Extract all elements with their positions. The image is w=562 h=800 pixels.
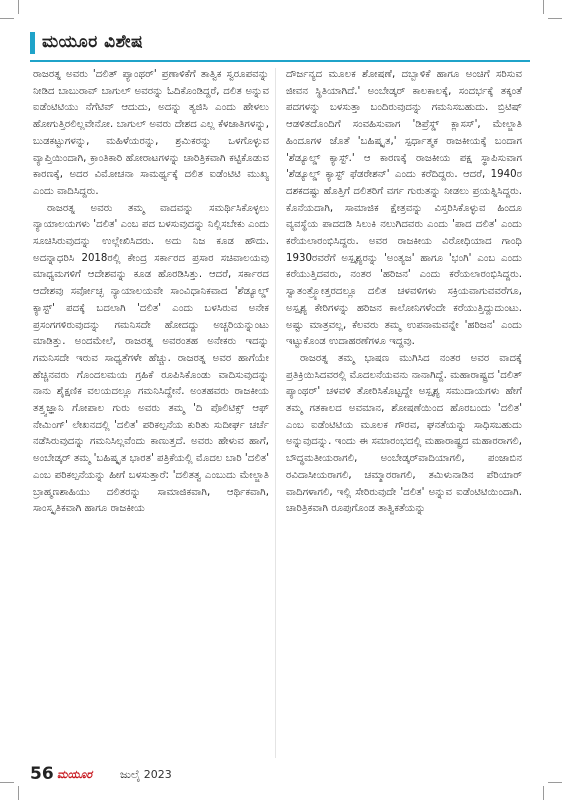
crop-mark xyxy=(548,18,562,19)
column-divider xyxy=(275,68,276,758)
crop-mark xyxy=(548,782,562,783)
crop-mark xyxy=(543,0,544,14)
section-accent-bar xyxy=(30,32,35,54)
crop-mark xyxy=(18,0,19,14)
crop-mark xyxy=(0,18,14,19)
left-column xyxy=(33,67,269,762)
paragraph: ರಾಜರತ್ನ ಅವರು 'ದಲಿತ್ ಪ್ಯಾಂಥರ್' ಪ್ರಣಾಳಿಕೆಗೆ ತಾತ್ವಿಕ ಸ್ವರೂಪವನ್ನು ನೀಡಿದ ಬಾಬುರಾವ್ ಬಾಗುಲ್ ಅವರನ್ನು ಓದಿಕೊಂಡಿದ್ದರೆ, ದಲಿತ ಅನ್ನುವ ಐಡೆಂಟಿಟಿಯು ನೆಗೆಟಿವ್ ಆದುದು, ಅದನ್ನು ತ್ಯಜಿಸಿ ಎಂದು ಹೇಳಲು ಹೋಗುತ್ತಿರಲಿಲ್ಲವೇನೋ. ಬಾಗುಲ್ ಅವರು ದೇಶದ ಎಲ್ಲ ಕೆಳಜಾತಿಗಳನ್ನು, ಬುಡಕಟ್ಟುಗಳನ್ನು, ಮಹಿಳೆಯರನ್ನು, ಶ್ರಮಿಕರನ್ನು ಒಳಗೊಳ್ಳುವ ವ್ಯಾಪ್ತಿಯಿಂದಾಗಿ, ಕ್ರಾಂತಿಕಾರಿ ಹೋರಾಟಗಳನ್ನು ಚಾರಿತ್ರಿಕವಾಗಿ ಕಟ್ಟಿಕೊಡುವ ಕಾರಣಕ್ಕೆ, ಅದರ ವಿಮೋಚನಾ ಸಾಮರ್ಥ್ಯಕ್ಕೆ ದಲಿತ ಐಡೆಂಟಿಟಿ ಮುಖ್ಯ ಎಂದು ವಾದಿಸಿದ್ದರು. xyxy=(33,69,269,197)
right-column xyxy=(286,67,522,762)
paragraph: ರಾಜರತ್ನ ಅವರು ತಮ್ಮ ವಾದವನ್ನು ಸಮರ್ಥಿಸಿಕೊಳ್ಳಲು ನ್ಯಾಯಾಲಯಗಳು 'ದಲಿತ' ಎಂಬ ಪದ ಬಳಸುವುದನ್ನು ನಿಲ್ಲಿಸಬೇಕು ಎಂದು ಸೂಚಿಸಿರುವುದನ್ನು ಉಲ್ಲೇಖಿಸಿದರು. ಅದು ನಿಜ ಕೂಡ ಹೌದು. ಅದನ್ನಾಧರಿಸಿ 2018ರಲ್ಲಿ ಕೇಂದ್ರ ಸರ್ಕಾರದ ಪ್ರಸಾರ ಸಚಿವಾಲಯವು ಮಾಧ್ಯಮಗಳಿಗೆ ಆದೇಶವನ್ನು ಕೂಡ ಹೊರಡಿಸಿತ್ತು. ಆದರೆ, ಸರ್ಕಾರದ ಆದೇಶವು ಸರ್ವೋಚ್ಛ ನ್ಯಾಯಾಲಯವೇ ಸಾಂವಿಧಾನಿಕವಾದ 'ಶೆಡ್ಯೂಲ್ಡ್ ಕ್ಯಾಸ್ಟ್' ಪದಕ್ಕೆ ಬದಲಾಗಿ 'ದಲಿತ' ಎಂದು ಬಳಸಿರುವ ಅನೇಕ ಪ್ರಸಂಗಗಳಿರುವುದನ್ನು ಗಮನಿಸದೇ ಹೋದದ್ದು ಅಚ್ಚರಿಯನ್ನುಂಟು ಮಾಡಿತ್ತು. ಅಂದಮೇಲೆ, ರಾಜರತ್ನ ಅವರಂತಹ ಅನೇಕರು ಇದನ್ನು ಗಮನಿಸದೇ ಇರುವ ಸಾಧ್ಯತೆಗಳೇ ಹೆಚ್ಚು. ರಾಜರತ್ನ ಅವರ ಹಾಗೆಯೇ ಹೆಚ್ಚಿನವರು ಗೊಂದಲಮಯ ಗ್ರಹಿಕೆ ರೂಪಿಸಿಕೊಂಡು ವಾದಿಸುವುದನ್ನು ನಾನು ಶೈಕ್ಷಣಿಕ ವಲಯದಲ್ಲೂ ಗಮನಿಸಿದ್ದೇನೆ. ಅಂತಹವರು ರಾಜಕೀಯ ತತ್ತ್ವಜ್ಞಾನಿ ಗೋಪಾಲ ಗುರು ಅವರು ತಮ್ಮ 'ದಿ ಪೊಲಿಟಿಕ್ಸ್ ಆಫ್ ನೇಮಿಂಗ್' ಲೇಖನದಲ್ಲಿ 'ದಲಿತ' ಪರಿಕಲ್ಪನೆಯ ಕುರಿತು ಸುದೀರ್ಘ ಚರ್ಚೆ ನಡೆಸಿರುವುದನ್ನು ಗಮನಿಸಿಲ್ಲವೆಂದು ಕಾಣುತ್ತದೆ. ಅವರು ಹೇಳುವ ಹಾಗೆ, ಅಂಬೇಡ್ಕರ್ ತಮ್ಮ 'ಬಹಿಷ್ಕೃತ ಭಾರತ' ಪತ್ರಿಕೆಯಲ್ಲಿ ಮೊದಲ ಬಾರಿ 'ದಲಿತ' ಎಂಬ ಪರಿಕಲ್ಪನೆಯನ್ನು ಹೀಗೆ ಬಳಸುತ್ತಾರೆ: 'ದಲಿತತ್ವ ಎಂಬುದು ಮೇಲ್ಜಾತಿ ಬ್ರಾಹ್ಮಣಶಾಹಿಯು ದಲಿತರನ್ನು ಸಾಮಾಜಿಕವಾಗಿ, ಆರ್ಥಿಕವಾಗಿ, ಸಾಂಸ್ಕೃತಿಕವಾಗಿ ಹಾಗೂ ರಾಜಕೀಯ xyxy=(33,202,269,515)
issue-date: ಜುಲೈ 2023 xyxy=(120,768,172,781)
crop-mark xyxy=(543,786,544,800)
paragraph: ರಾಜರತ್ನ ತಮ್ಮ ಭಾಷಣ ಮುಗಿಸಿದ ನಂತರ ಅವರ ವಾದಕ್ಕೆ ಪ್ರತಿಕ್ರಿಯಿಸಿದವರಲ್ಲಿ ಮೊದಲನೆಯವನು ನಾನಾಗಿದ್ದೆ. ಮಹಾರಾಷ್ಟ್ರದ 'ದಲಿತ್ ಪ್ಯಾಂಥರ್' ಚಳವಳಿ ತೋರಿಸಿಕೊಟ್ಟದ್ದೇ ಅಸ್ಪೃಶ್ಯ ಸಮುದಾಯಗಳು ಹೇಗೆ ತಮ್ಮ ಗತಕಾಲದ ಅವಮಾನ, ಶೋಷಣೆಯಿಂದ ಹೊರಬಂದು 'ದಲಿತ' ಎಂಬ ಐಡೆಂಟಿಟಿಯ ಮೂಲಕ ಗೌರವ, ಘನತೆಯನ್ನು ಸಾಧಿಸಬಹುದು ಅನ್ನುವುದನ್ನು. ಇಂದು ಈ ಸಮಾರಂಭದಲ್ಲಿ ಮಹಾರಾಷ್ಟ್ರದ ಮಹಾರರಾಗಲಿ, ಬೌದ್ಧಮತೀಯರಾಗಲಿ, ಅಂಬೇಡ್ಕರ್‌ವಾದಿಯಾಗಲಿ, ಪಂಜಾಬಿನ ರವಿದಾಸೀಯರಾಗಲಿ, ಚಮ್ಮಾರರಾಗಲಿ, ತಮಿಳುನಾಡಿನ ಪೆರಿಯಾರ್ ವಾದಿಗಳಾಗಲಿ, ಇಲ್ಲಿ ಸೇರಿರುವುದೇ 'ದಲಿತ' ಅನ್ನುವ ಐಡೆಂಟಿಟಿಯಿಂದಾಗಿ. ಚಾರಿತ್ರಿಕವಾಗಿ ರೂಪುಗೊಂಡ ತಾತ್ವಿಕತೆಯನ್ನು xyxy=(286,352,522,515)
crop-mark xyxy=(0,782,14,783)
page-number: 56 xyxy=(30,764,54,784)
section-rule xyxy=(30,60,530,62)
section-title: ಮಯೂರ ವಿಶೇಷ xyxy=(42,32,144,52)
crop-mark xyxy=(18,786,19,800)
section-header xyxy=(30,30,530,70)
paragraph: ದೌರ್ಜನ್ಯದ ಮೂಲಕ ಶೋಷಣೆ, ದಬ್ಬಾಳಿಕೆ ಹಾಗೂ ಅಂಚಿಗೆ ಸರಿಸುವ ಜೀವನ ಸ್ಥಿತಿಯಾಗಿದೆ.' ಅಂಬೇಡ್ಕರ್ ಕಾಲಕಾಲಕ್ಕೆ, ಸಂದರ್ಭಕ್ಕೆ ತಕ್ಕಂತೆ ಪದಗಳನ್ನು ಬಳಸುತ್ತಾ ಬಂದಿರುವುದನ್ನು ಗಮನಿಸಬಹುದು. ಬ್ರಿಟಿಷ್ ಆಡಳಿತದೊಂದಿಗೆ ಸಂವಹಿಸುವಾಗ 'ಡಿಪ್ರೆಸ್ಡ್ ಕ್ಲಾಸಸ್', ಮೇಲ್ಜಾತಿ ಹಿಂದೂಗಳ ಜೊತೆ 'ಬಹಿಷ್ಕೃತ,' ಸ್ಪರ್ಧಾತ್ಮಕ ರಾಜಕೀಯಕ್ಕೆ ಬಂದಾಗ 'ಶೆಡ್ಯೂಲ್ಡ್ ಕ್ಯಾಸ್ಟ್.' ಆ ಕಾರಣಕ್ಕೆ ರಾಜಕೀಯ ಪಕ್ಷ ಸ್ಥಾಪಿಸುವಾಗ 'ಶೆಡ್ಯೂಲ್ಡ್ ಕ್ಯಾಸ್ಟ್ ಫೆಡರೇಶನ್' ಎಂದು ಕರೆದಿದ್ದರು. ಆದರೆ, 1940ರ ದಶಕದಷ್ಟು ಹೊತ್ತಿಗೆ ದಲಿತರಿಗೆ ವರ್ಗ ಗುರುತನ್ನು ನೀಡಲು ಪ್ರಯತ್ನಿಸಿದ್ದರು. ಕೊನೆಯದಾಗಿ, ಸಾಮಾಜಿಕ ಕ್ಷೇತ್ರವನ್ನು ವಿಸ್ತರಿಸಿಕೊಳ್ಳುವ ಹಿಂದೂ ವ್ಯವಸ್ಥೆಯ ಪಾದದಡಿ ಸಿಲುಕಿ ನಲುಗಿದವರು ಎಂದು 'ಪಾದ ದಲಿತ' ಎಂದು ಕರೆಯಲಾರಂಭಿಸಿದ್ದರು. ಅವರ ರಾಜಕೀಯ ವಿರೋಧಿಯಾದ ಗಾಂಧಿ 1930ರವರೆಗೆ ಅಸ್ಪೃಶ್ಯರನ್ನು 'ಅಂತ್ಯಜ' ಹಾಗೂ 'ಭಂಗಿ' ಎಂಬ ಎಂದು ಕರೆಯುತ್ತಿದವರು, ನಂತರ 'ಹರಿಜನ' ಎಂದು ಕರೆಯಲಾರಂಭಿಸಿದ್ದರು. ಸ್ವಾತಂತ್ರ್ಯೋತ್ತರದಲ್ಲೂ ದಲಿತ ಚಳವಳಿಗಳು ಸಕ್ರಿಯವಾಗುವವರೆಗೂ, ಅಸ್ಪೃಶ್ಯ ಕೇರಿಗಳನ್ನು ಹರಿಜನ ಕಾಲೋನಿಗಳೆಂದೇ ಕರೆಯುತ್ತಿದ್ದುದುಂಟು. ಅಷ್ಟು ಮಾತ್ರವಲ್ಲ, ಕೆಲವರು ತಮ್ಮ ಉಪನಾಮವನ್ನೇ 'ಹರಿಜನ' ಎಂದು ಇಟ್ಟುಕೊಂಡ ಉದಾಹರಣೆಗಳೂ ಇದ್ದವು. xyxy=(286,69,522,348)
publication-logo: ಮಯೂರ xyxy=(57,768,93,781)
